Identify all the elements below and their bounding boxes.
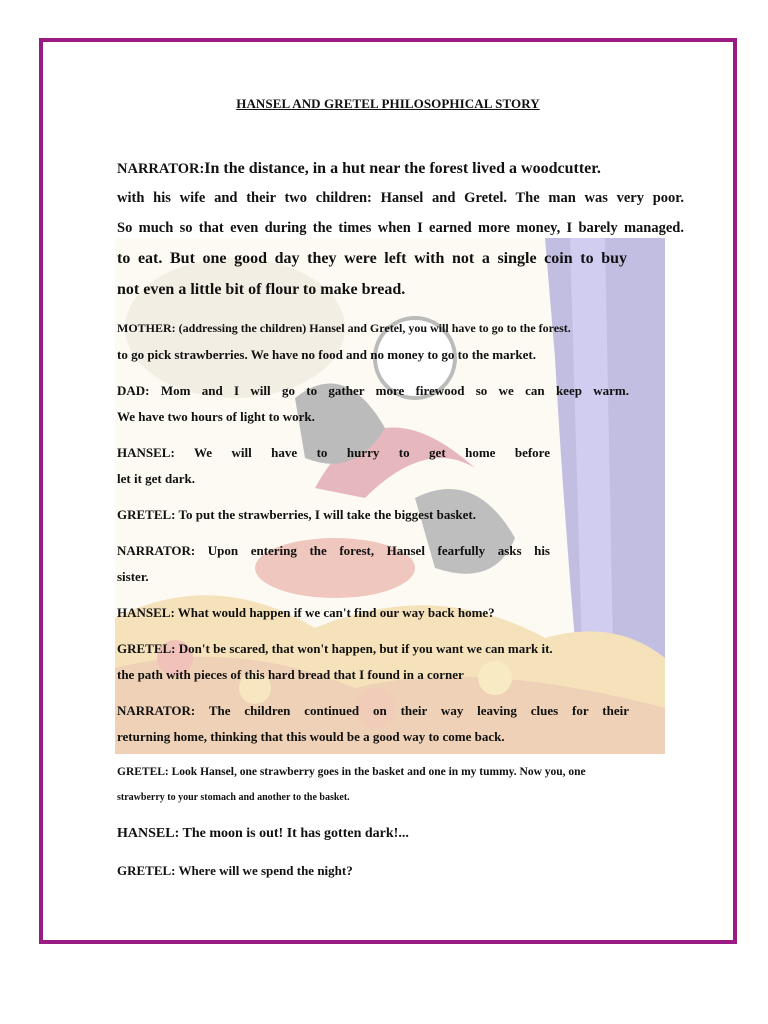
line-21: strawberry to your stomach and another to the basket. — [117, 792, 350, 803]
line-23: GRETEL: Where will we spend the night? — [117, 863, 353, 878]
line-17: the path with pieces of this hard bread that I found in a corner — [117, 667, 464, 682]
line-18: NARRATOR: The children continued on their way leaving clues for their — [117, 703, 629, 718]
line-22: HANSEL: The moon is out! It has gotten dark!... — [117, 826, 409, 841]
line-6: MOTHER: (addressing the children) Hansel and Gretel, you will have to go to the forest. — [117, 321, 571, 335]
line-9: We have two hours of light to work. — [117, 409, 315, 424]
line-20: GRETEL: Look Hansel, one strawberry goes in the basket and one in my tummy. Now you, one — [117, 766, 586, 778]
line-5: not even a little bit of flour to make bread. — [117, 281, 406, 298]
line-13: NARRATOR: Upon entering the forest, Hansel fearfully asks his — [117, 543, 550, 558]
line-14: sister. — [117, 569, 149, 584]
document-body — [43, 42, 733, 940]
line-12: GRETEL: To put the strawberries, I will take the biggest basket. — [117, 507, 476, 522]
line-1 — [117, 160, 601, 178]
line-10: HANSEL: We will have to hurry to get home before — [117, 445, 550, 460]
page-title: HANSEL AND GRETEL PHILOSOPHICAL STORY — [236, 96, 540, 111]
line-4: to eat. But one good day they were left with not a single coin to buy — [117, 250, 627, 267]
line-1-text: In the distance, in a hut near the forest lived a woodcutter. — [204, 160, 601, 177]
speaker-narrator: NARRATOR: — [117, 161, 205, 177]
line-15: HANSEL: What would happen if we can't find our way back home? — [117, 605, 495, 620]
page-border — [39, 38, 737, 944]
line-19: returning home, thinking that this would be a good way to come back. — [117, 729, 505, 744]
line-2: with his wife and their two children: Hansel and Gretel. The man was very poor. — [117, 190, 684, 206]
line-11: let it get dark. — [117, 471, 195, 486]
line-8: DAD: Mom and I will go to gather more firewood so we can keep warm. — [117, 383, 629, 398]
line-7: to go pick strawberries. We have no food and no money to go to the market. — [117, 347, 536, 362]
line-3: So much so that even during the times when I earned more money, I barely managed. — [117, 220, 684, 236]
line-16: GRETEL: Don't be scared, that won't happen, but if you want we can mark it. — [117, 641, 553, 656]
